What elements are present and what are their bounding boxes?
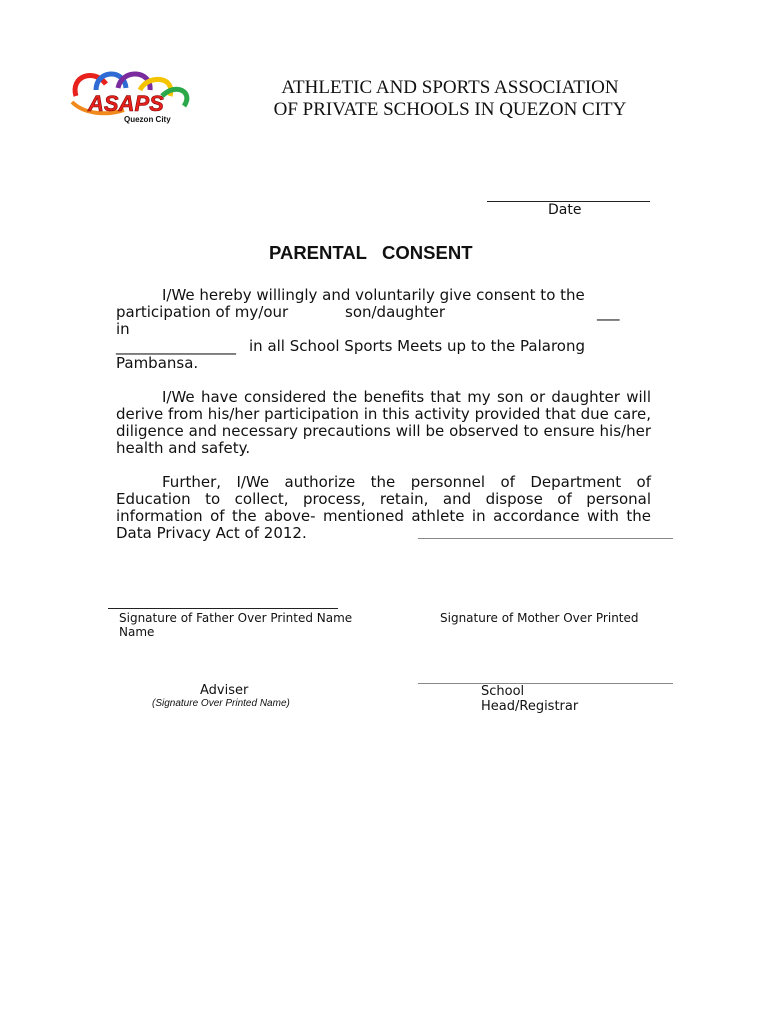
para1-line4b: in all School Sports Meets up to the Palarong	[249, 337, 585, 355]
consent-paragraph-2	[116, 389, 651, 457]
logo-text: ASAPS	[88, 91, 164, 116]
adviser-label: Adviser	[200, 683, 249, 698]
registrar-label: School Head/Registrar	[481, 684, 579, 714]
consent-paragraph-1	[116, 287, 651, 304]
para1-line1: I/We hereby willingly and voluntarily give consent to the	[162, 286, 585, 304]
para1-line2c: ___	[597, 303, 620, 321]
asaps-logo	[66, 66, 196, 128]
header-line-2: OF PRIVATE SCHOOLS IN QUEZON CITY	[273, 99, 627, 120]
association-header	[240, 77, 660, 121]
para1-line2b: son/daughter	[345, 303, 446, 321]
para1-line5: Pambansa.	[116, 354, 199, 372]
para3-text: Further, I/We authorize the personnel of Department of Education to collect, process, retain, and dispose of personal information of the above- mentioned athlete in accordance with the Data Privacy Act of 2012.	[116, 473, 651, 542]
para2-text: I/We have considered the benefits that my son or daughter will derive from his/her participation in this activity provided that due care, diligence and necessary precautions will be observed to ensure his/her health and safety.	[116, 388, 651, 457]
para1-line2a: participation of my/our	[116, 303, 289, 321]
mother-signature-line	[418, 538, 673, 539]
mother-signature-label: Signature of Mother Over Printed	[440, 611, 639, 625]
date-label: Date	[548, 202, 582, 218]
adviser-note: (Signature Over Printed Name)	[152, 698, 290, 709]
father-signature-label: Signature of Father Over Printed Name Name	[119, 611, 353, 639]
para1-line3: in	[116, 320, 130, 338]
page-title: PARENTAL CONSENT	[269, 242, 473, 263]
consent-paragraph-3	[116, 474, 651, 542]
header-line-1: ATHLETIC AND SPORTS ASSOCIATION	[281, 77, 619, 98]
father-signature-line	[108, 608, 338, 609]
asaps-logo-graphic	[66, 66, 196, 128]
para1-line4a: ________________	[116, 337, 236, 355]
logo-subtext: Quezon City	[124, 115, 171, 124]
